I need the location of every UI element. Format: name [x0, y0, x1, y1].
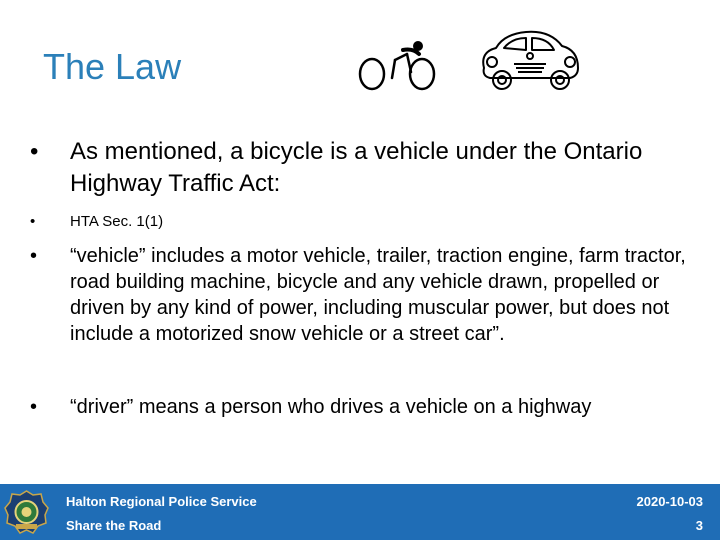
bicycle-icon	[355, 38, 440, 93]
bullet-reference	[30, 212, 680, 232]
bullet-marker: •	[30, 213, 36, 230]
police-badge-icon	[3, 489, 50, 536]
footer-page-number: 3	[695, 518, 703, 533]
bullet-vehicle-definition	[30, 243, 698, 347]
bullet-text: “driver” means a person who drives a vehicle on a highway	[70, 396, 592, 418]
bullet-text: HTA Sec. 1(1)	[70, 213, 164, 230]
bullet-driver-definition	[30, 394, 698, 420]
footer-organization: Halton Regional Police Service	[66, 494, 257, 509]
bullet-marker: •	[30, 245, 38, 267]
bullet-text: As mentioned, a bicycle is a vehicle under the Ontario Highway Traffic Act:	[70, 138, 643, 197]
bullet-marker: •	[30, 138, 39, 165]
slide-title: The Law	[43, 46, 182, 87]
footer-subtitle: Share the Road	[66, 518, 162, 533]
footer-date: 2020-10-03	[636, 494, 703, 509]
car-icon	[474, 24, 586, 96]
bullet-text: “vehicle” includes a motor vehicle, trailer, traction engine, farm tractor, road building machine, bicycle and any vehicle drawn, propelled or driven by any kind of power, including muscular power, but does not include a motorized snow vehicle or a street car”.	[70, 245, 686, 345]
bullet-main	[30, 136, 680, 200]
bullet-marker: •	[30, 396, 38, 418]
